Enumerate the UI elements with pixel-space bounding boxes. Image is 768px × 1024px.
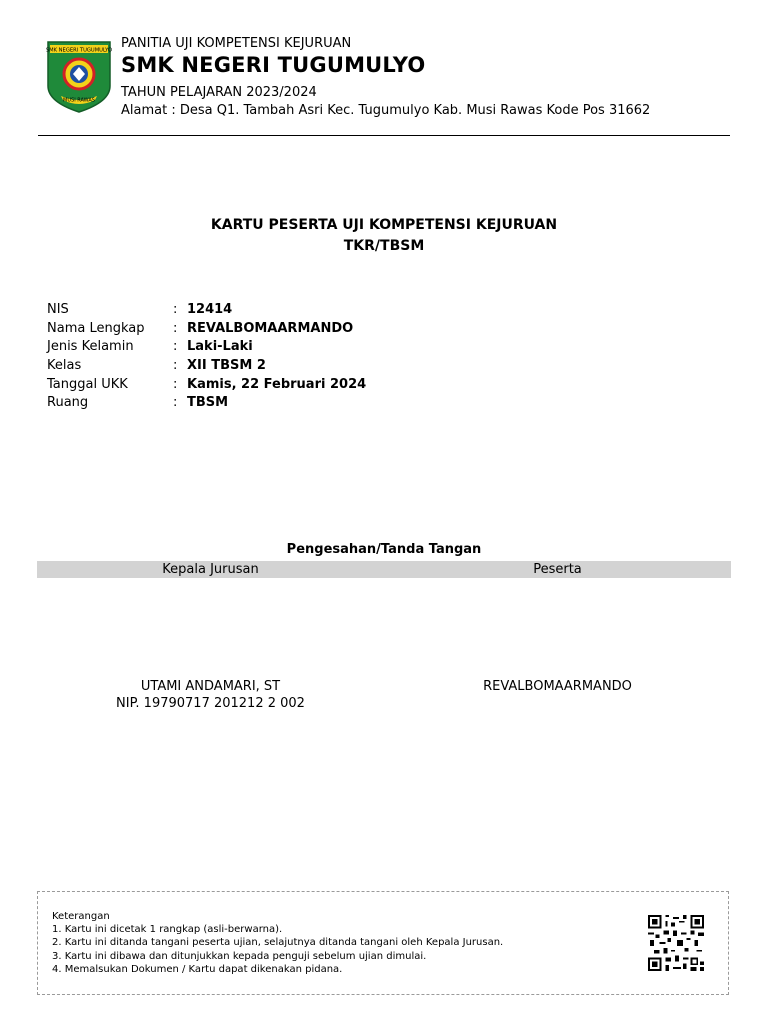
school-logo — [46, 40, 112, 114]
notes — [52, 910, 503, 976]
info-label: NIS — [47, 302, 69, 317]
info-colon: : — [173, 358, 178, 374]
school-name: SMK NEGERI TUGUMULYO — [121, 53, 426, 77]
info-colon: : — [173, 339, 178, 355]
note-item: 1. Kartu ini dicetak 1 rangkap (asli-berwarna). — [52, 924, 283, 936]
participant-signature-name: REVALBOMAARMANDO — [483, 679, 632, 694]
info-label: Tanggal UKK — [47, 376, 128, 392]
info-label: Kelas — [47, 358, 82, 374]
note-item: 4. Memalsukan Dokumen / Kartu dapat dikenakan pidana. — [52, 963, 343, 975]
card-subtitle: TKR/TBSM — [343, 238, 425, 254]
info-colon: : — [173, 320, 178, 336]
logo-top-text: SMK NEGERI TUGUMULYO — [46, 47, 112, 54]
card-title: KARTU PESERTA UJI KOMPETENSI KEJURUAN — [210, 217, 558, 233]
info-value: 12414 — [187, 302, 233, 317]
logo-bottom-text: MUSI RAWAS — [63, 97, 95, 104]
info-colon: : — [173, 302, 178, 317]
info-value: Laki-Laki — [187, 339, 253, 355]
info-colon: : — [173, 395, 178, 411]
academic-year: TAHUN PELAJARAN 2023/2024 — [121, 85, 317, 100]
notes-heading: Keterangan — [52, 911, 110, 922]
qr-code-icon — [647, 915, 705, 971]
signature-col-participant: Peserta — [533, 562, 582, 577]
info-value: TBSM — [187, 395, 229, 411]
signature-col-head-of-department: Kepala Jurusan — [162, 562, 259, 577]
info-value: REVALBOMAARMANDO — [187, 320, 354, 336]
info-colon: : — [173, 376, 178, 392]
info-value: Kamis, 22 Februari 2024 — [187, 376, 367, 392]
note-item: 2. Kartu ini ditanda tangani peserta ujian, selajutnya ditanda tangani oleh Kepala Jurusan. — [52, 937, 504, 949]
header-divider — [38, 135, 730, 136]
head-of-department-name: UTAMI ANDAMARI, ST — [140, 679, 281, 694]
head-of-department-nip: NIP. 19790717 201212 2 002 — [116, 696, 305, 711]
signature-heading: Pengesahan/Tanda Tangan — [286, 542, 482, 557]
info-label: Ruang — [47, 395, 89, 411]
info-label: Jenis Kelamin — [47, 339, 134, 355]
organizer-name: PANITIA UJI KOMPETENSI KEJURUAN — [121, 36, 352, 51]
note-item: 3. Kartu ini dibawa dan ditunjukkan kepada penguji sebelum ujian dimulai. — [52, 950, 427, 962]
school-address: Alamat : Desa Q1. Tambah Asri Kec. Tugumulyo Kab. Musi Rawas Kode Pos 31662 — [121, 103, 651, 118]
info-label: Nama Lengkap — [47, 320, 145, 336]
info-value: XII TBSM 2 — [187, 358, 266, 374]
